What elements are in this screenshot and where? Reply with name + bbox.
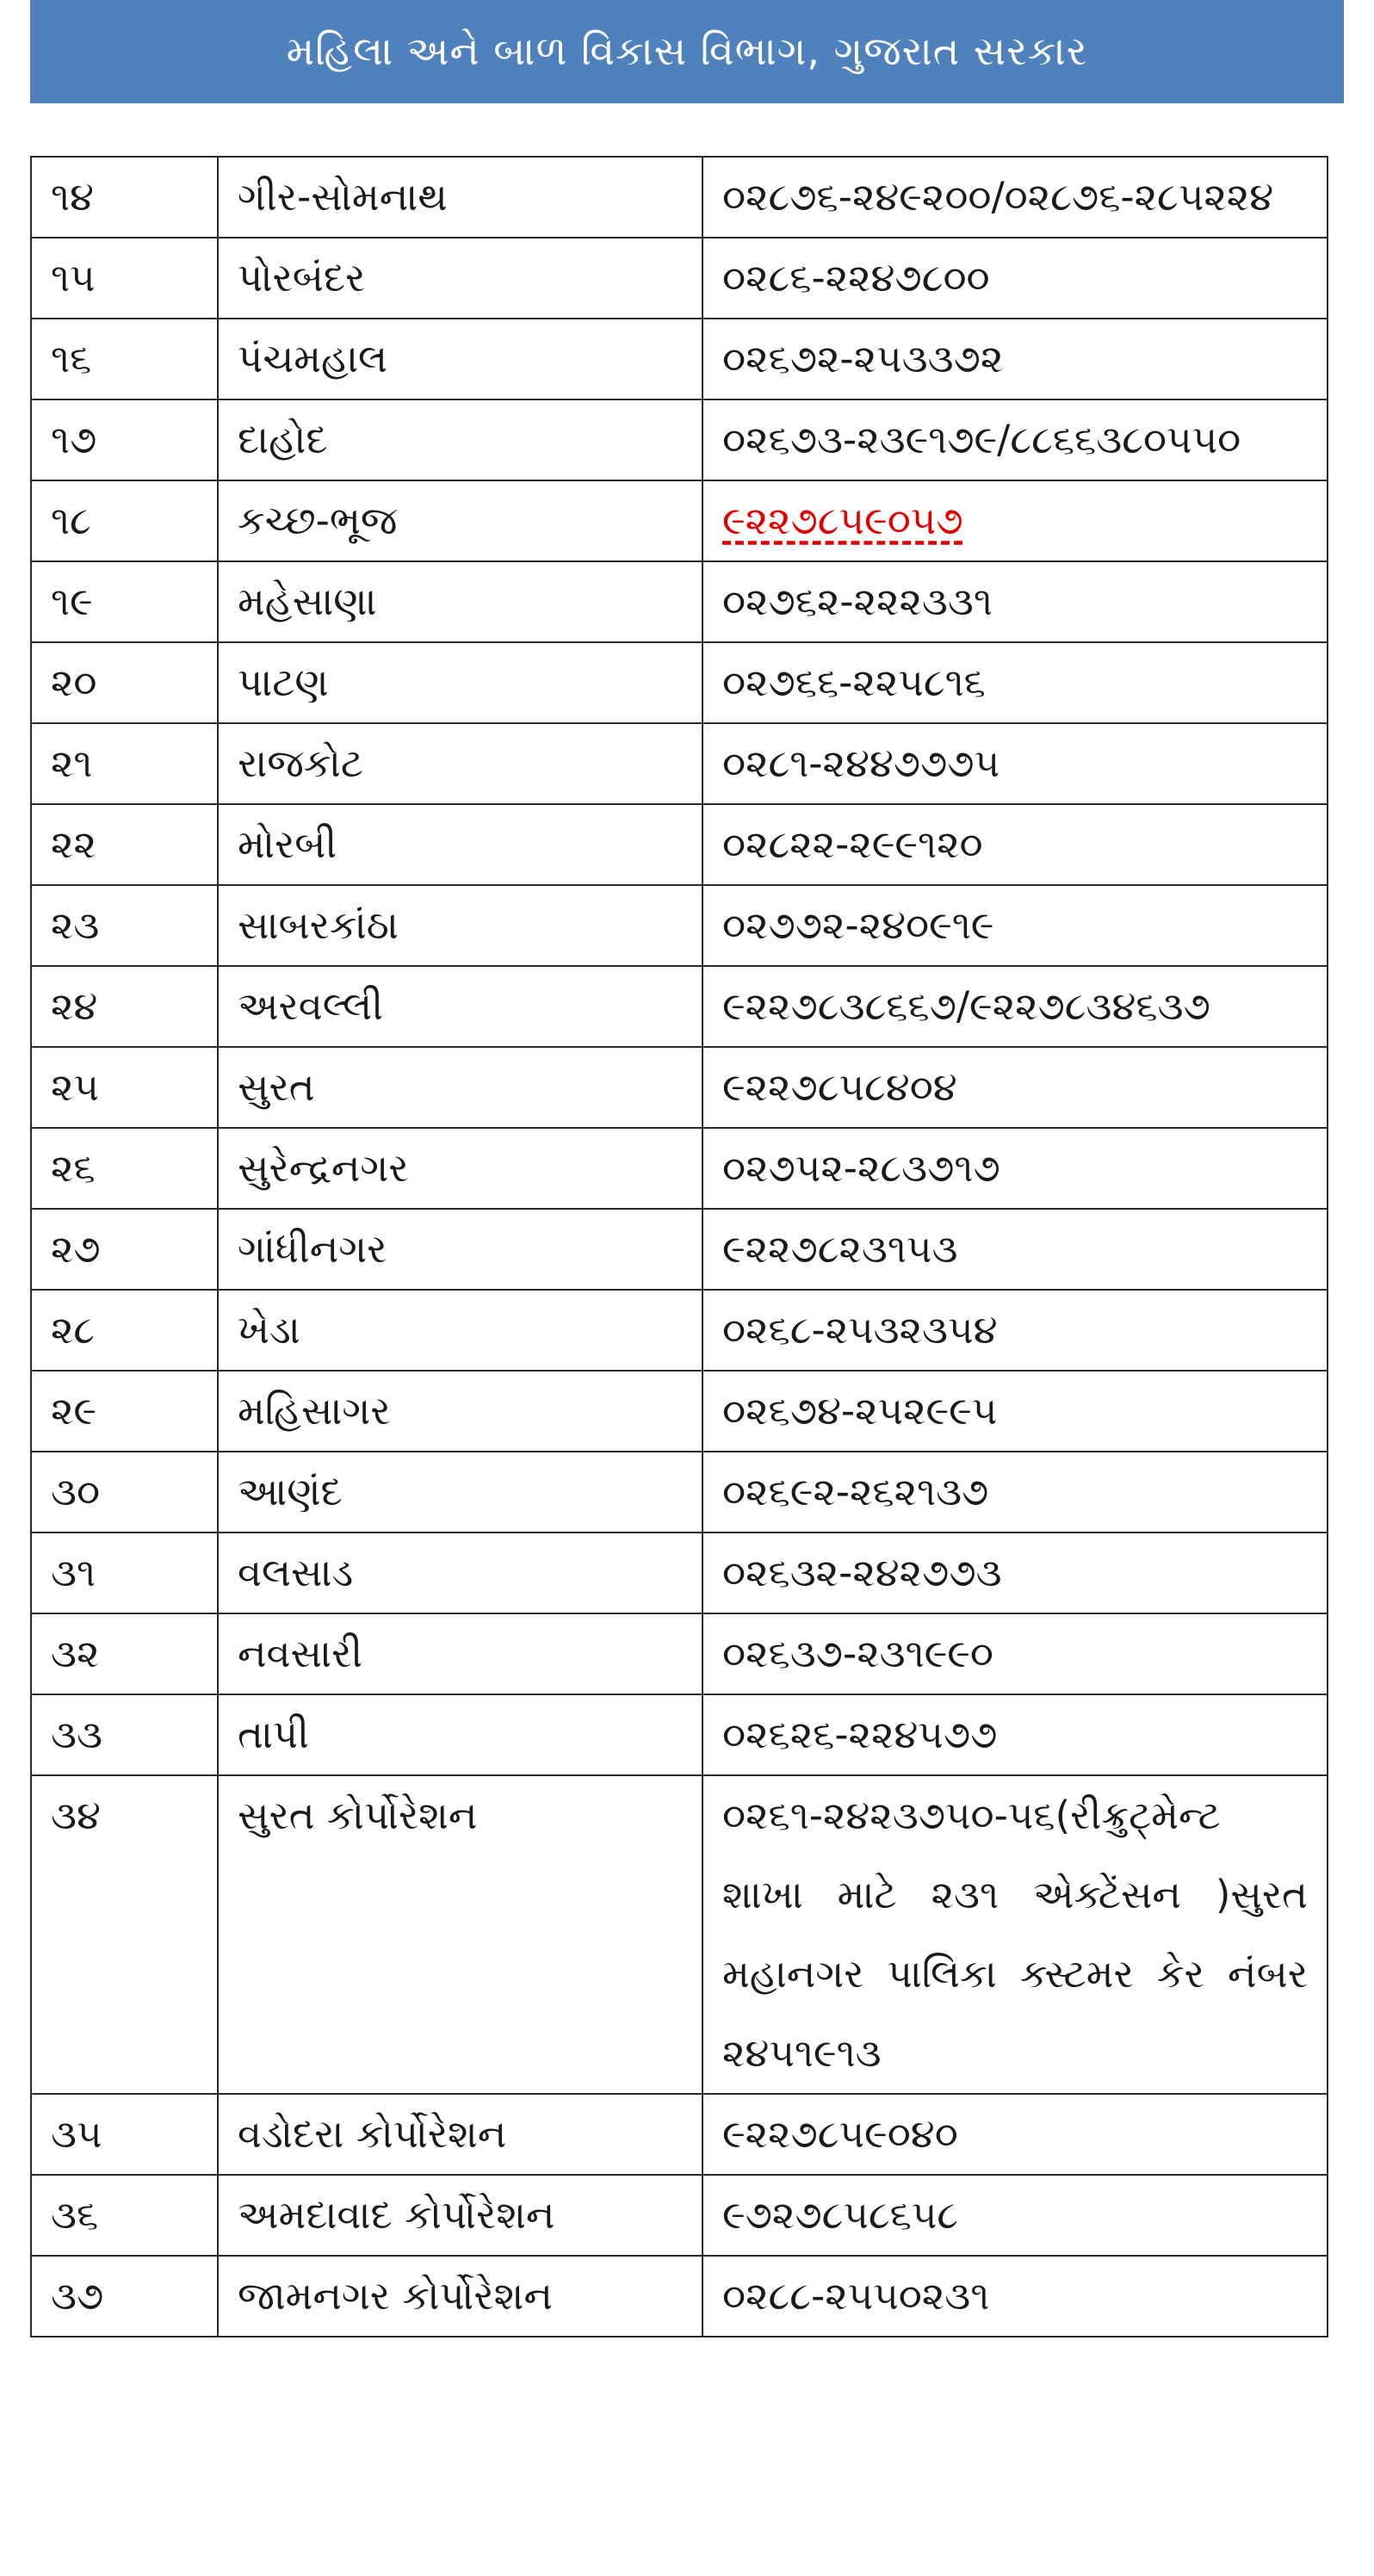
district-name: અમદાવાદ કોર્પોરેશન [238,2192,555,2238]
phone-cell [702,1047,1328,1128]
phone-cell [702,804,1328,885]
district-name: સુરત કોર્પોરેશન [238,1793,478,1838]
row-number-cell [31,1613,218,1694]
district-name: પંચમહાલ [238,336,388,381]
district-cell [218,238,702,319]
district-cell [218,804,702,885]
row-number-cell [31,319,218,399]
phone-cell [702,238,1328,319]
row-number-cell [31,157,218,238]
phone-number: ૦૨૬૯૨-૨૬૨૧૩૭ [722,1469,989,1514]
district-cell [218,399,702,480]
phone-cell [702,2175,1328,2256]
phone-number-wrap [722,886,1308,965]
phone-number-wrap [722,1372,1308,1451]
phone-cell [702,561,1328,642]
phone-number: ૦૨૬૭૪-૨૫૨૯૯૫ [722,1388,998,1434]
table-row [31,723,1328,804]
row-number-cell [31,1371,218,1452]
phone-number-wrap [722,2176,1308,2255]
district-name: ગીર-સોમનાથ [238,174,448,220]
phone-number-wrap [722,1452,1308,1532]
row-number-cell [31,561,218,642]
district-cell [218,1533,702,1613]
phone-number-wrap [722,1048,1308,1127]
row-number: ૩૩ [51,1712,102,1757]
phone-cell [702,480,1328,561]
phone-number: ૦૨૭૬૬-૨૨૫૮૧૬ [722,659,986,705]
table-row [31,157,1328,238]
phone-cell [702,1613,1328,1694]
phone-number: ૦૨૬૧-૨૪૨૩૭૫૦-૫૬(રીક્રુટ્મેન્ટ શાખા માટે ૨૩૧ એક્ટેંસન )સુરત મહાનગર પાલિકા ક્સ્ટમર કેર નંબર ૨૪૫૧૯૧૩ [722,1793,1308,2076]
row-number-cell [31,2094,218,2175]
phone-number-wrap [722,238,1308,318]
phone-number: ૯૨૨૭૮૫૯૦૪૦ [722,2111,958,2157]
table-row [31,2094,1328,2175]
phone-cell [702,1452,1328,1533]
phone-number-wrap [722,1776,1308,2093]
district-name: જામનગર કોર્પોરેશન [238,2273,553,2319]
district-cell [218,561,702,642]
row-number-cell [31,804,218,885]
row-number-cell [31,885,218,966]
row-number: ૨૧ [51,740,93,786]
phone-number-wrap [722,1533,1308,1613]
row-number: ૨૨ [51,821,96,867]
row-number: ૩૨ [51,1631,100,1676]
phone-number-wrap [722,643,1308,722]
phone-number-wrap [722,1695,1308,1774]
phone-number: ૦૨૮૧-૨૪૪૭૭૭૫ [722,740,1000,786]
district-name: રાજકોટ [238,740,364,786]
table-row [31,885,1328,966]
row-number-cell [31,2256,218,2337]
district-name: સુરત [238,1064,315,1110]
row-number: ૨૮ [51,1307,96,1353]
district-cell [218,723,702,804]
phone-number-wrap [722,158,1308,237]
district-cell [218,885,702,966]
district-name: વલસાડ [238,1550,354,1595]
district-name: ગાંધીનગર [238,1226,387,1272]
table-row [31,2175,1328,2256]
row-number-cell [31,1452,218,1533]
row-number: ૩૭ [51,2273,104,2319]
phone-cell [702,642,1328,723]
phone-number: ૯૨૨૭૮૫૮૪૦૪ [722,1064,957,1110]
phone-number-wrap [722,1291,1308,1370]
table-row [31,642,1328,723]
district-name: કચ્છ-ભૂજ [238,498,398,543]
row-number-cell [31,1694,218,1775]
district-cell [218,1290,702,1371]
row-number: ૧૭ [51,417,97,462]
row-number-cell [31,1290,218,1371]
row-number-cell [31,2175,218,2256]
table-row [31,804,1328,885]
table-row [31,319,1328,399]
phone-number-wrap [722,481,1308,560]
phone-number: ૦૨૮૨૨-૨૯૯૧૨૦ [722,821,983,867]
row-number: ૧૪ [51,174,94,220]
row-number-cell [31,238,218,319]
district-cell [218,642,702,723]
row-number: ૧૮ [51,498,91,543]
contacts-table [30,156,1328,2338]
row-number: ૨૫ [51,1064,99,1110]
row-number: ૩૬ [51,2192,99,2238]
phone-number: ૦૨૬૩૭-૨૩૧૯૯૦ [722,1631,993,1676]
phone-number: ૦૨૬૮-૨૫૩૨૩૫૪ [722,1307,998,1353]
phone-number-wrap [722,1614,1308,1694]
phone-cell [702,1128,1328,1209]
phone-number-wrap [722,400,1308,480]
district-cell [218,2175,702,2256]
row-number: ૨૭ [51,1226,101,1272]
district-name: પોરબંદર [238,255,366,300]
table-row [31,561,1328,642]
phone-cell [702,2256,1328,2337]
row-number: ૨૯ [51,1388,97,1434]
district-cell [218,1775,702,2094]
phone-cell [702,399,1328,480]
phone-cell [702,1371,1328,1452]
row-number: ૨૩ [51,902,100,948]
district-name: ખેડા [238,1307,300,1353]
header-bar [30,0,1344,103]
district-name: પાટણ [238,659,329,705]
district-name: મહિસાગર [238,1388,391,1434]
district-cell [218,1128,702,1209]
phone-cell [702,885,1328,966]
phone-number: ૯૭૨૭૮૫૮૬૫૮ [722,2192,959,2238]
phone-cell [702,319,1328,399]
phone-cell [702,966,1328,1047]
phone-number-wrap [722,319,1308,399]
page-title: મહિલા અને બાળ વિકાસ વિભાગ, ગુજરાત સરકાર [286,28,1088,74]
row-number-cell [31,642,218,723]
table-row [31,2256,1328,2337]
row-number-cell [31,1775,218,2094]
district-cell [218,1047,702,1128]
table-row [31,1613,1328,1694]
table-row [31,1775,1328,2094]
row-number: ૨૦ [51,659,97,705]
row-number: ૩૦ [51,1469,101,1514]
table-row [31,1047,1328,1128]
district-cell [218,2094,702,2175]
row-number-cell [31,1533,218,1613]
table-row [31,480,1328,561]
row-number-cell [31,1209,218,1290]
table-row [31,1128,1328,1209]
phone-number-wrap [722,805,1308,884]
district-name: આણંદ [238,1469,343,1514]
phone-number: ૦૨૬૨૬-૨૨૪૫૭૭ [722,1712,998,1757]
row-number: ૩૧ [51,1550,96,1595]
phone-cell [702,1775,1328,2094]
phone-number-wrap [722,724,1308,803]
district-cell [218,966,702,1047]
table-row [31,1533,1328,1613]
phone-number: ૦૨૭૬૨-૨૨૨૩૩૧ [722,579,993,624]
district-name: મહેસાણા [238,579,377,624]
phone-number: ૦૨૬૭૨-૨૫૩૩૭૨ [722,336,1004,381]
phone-cell [702,2094,1328,2175]
phone-number: ૦૨૮૮-૨૫૫૦૨૩૧ [722,2273,990,2319]
district-cell [218,2256,702,2337]
row-number-cell [31,399,218,480]
row-number: ૨૬ [51,1145,96,1191]
row-number: ૧૬ [51,336,92,381]
district-name: સાબરકાંઠા [238,902,399,948]
table-row [31,1694,1328,1775]
district-cell [218,1694,702,1775]
table-row [31,1452,1328,1533]
phone-number: ૦૨૭૫૨-૨૮૩૭૧૭ [722,1145,1000,1191]
row-number: ૧૫ [51,255,96,300]
district-cell [218,1613,702,1694]
phone-number-wrap [722,1129,1308,1208]
phone-cell [702,1290,1328,1371]
district-name: તાપી [238,1712,309,1757]
district-name: વડોદરા કોર્પોરેશન [238,2111,507,2157]
district-cell [218,480,702,561]
phone-cell [702,1209,1328,1290]
phone-cell [702,723,1328,804]
phone-cell [702,1533,1328,1613]
phone-number: ૦૨૮૬-૨૨૪૭૮૦૦ [722,255,990,300]
phone-number: ૦૨૮૭૬-૨૪૯૨૦૦/૦૨૮૭૬-૨૮૫૨૨૪ [722,174,1274,220]
row-number-cell [31,966,218,1047]
district-cell [218,1452,702,1533]
district-name: સુરેન્દ્રનગર [238,1145,409,1191]
district-name: અરવલ્લી [238,983,384,1029]
row-number-cell [31,480,218,561]
row-number: ૩૪ [51,1793,101,1838]
table-row [31,1209,1328,1290]
phone-cell [702,157,1328,238]
contacts-table-body [31,157,1328,2337]
table-row [31,1290,1328,1371]
district-cell [218,1371,702,1452]
row-number: ૨૪ [51,983,98,1029]
row-number-cell [31,1128,218,1209]
phone-number-wrap [722,562,1308,641]
row-number-cell [31,723,218,804]
row-number-cell [31,1047,218,1128]
phone-number: ૯૨૨૭૮૫૯૦૫૭ [722,498,963,543]
district-name: નવસારી [238,1631,363,1676]
district-cell [218,319,702,399]
table-row [31,966,1328,1047]
phone-number-wrap [722,967,1308,1046]
phone-number-wrap [722,2257,1308,2336]
phone-number-wrap [722,2095,1308,2174]
table-row [31,399,1328,480]
phone-number: ૦૨૬૩૨-૨૪૨૭૭૩ [722,1550,1002,1595]
district-name: દાહોદ [238,417,328,462]
row-number: ૩૫ [51,2111,102,2157]
phone-number: ૦૨૬૭૩-૨૩૯૧૭૯/૮૮૬૬૩૮૦૫૫૦ [722,417,1241,462]
phone-cell [702,1694,1328,1775]
district-cell [218,1209,702,1290]
row-number: ૧૯ [51,579,93,624]
phone-number: ૦૨૭૭૨-૨૪૦૯૧૯ [722,902,994,948]
table-row [31,1371,1328,1452]
district-cell [218,157,702,238]
table-row [31,238,1328,319]
phone-number: ૯૨૨૭૮૩૮૬૬૭/૯૨૨૭૮૩૪૬૩૭ [722,983,1210,1029]
district-name: મોરબી [238,821,337,867]
phone-number: ૯૨૨૭૮૨૩૧૫૩ [722,1226,958,1272]
phone-number-wrap [722,1210,1308,1289]
